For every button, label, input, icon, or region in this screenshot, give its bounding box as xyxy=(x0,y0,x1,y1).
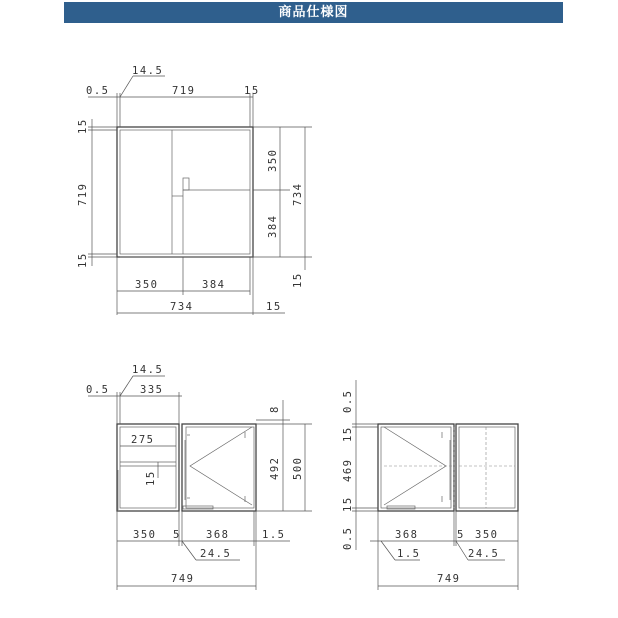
front-dim-15-inner: 15 xyxy=(145,470,157,486)
side-dim-15-bottom: 15 xyxy=(342,496,354,512)
front-dim-275: 275 xyxy=(131,434,155,446)
top-dim-719-left: 719 xyxy=(77,182,89,206)
top-dim-350-bottom: 350 xyxy=(135,279,159,291)
top-dim-15-bottom: 15 xyxy=(266,301,282,313)
front-dim-335: 335 xyxy=(140,384,164,396)
top-dim-0-5: 0.5 xyxy=(86,85,110,97)
side-dim-15-top: 15 xyxy=(342,426,354,442)
side-dim-0-5-bottom: 0.5 xyxy=(342,526,354,550)
top-dim-350-right: 350 xyxy=(267,148,279,172)
front-dim-368: 368 xyxy=(206,529,230,541)
top-dim-14-5: 14.5 xyxy=(132,65,164,77)
top-dim-15-left-top: 15 xyxy=(77,118,89,134)
side-dim-0-5-top: 0.5 xyxy=(342,389,354,413)
front-dim-492: 492 xyxy=(269,456,281,480)
front-view xyxy=(86,364,312,590)
top-dim-719: 719 xyxy=(172,85,196,97)
page-title: 商品仕様図 xyxy=(64,2,563,23)
top-dim-384-bottom: 384 xyxy=(202,279,226,291)
front-dim-24-5: 24.5 xyxy=(200,548,232,560)
side-dim-368: 368 xyxy=(395,529,419,541)
front-dim-0-5: 0.5 xyxy=(86,384,110,396)
top-view-outline xyxy=(117,127,253,257)
front-dim-8: 8 xyxy=(269,405,281,413)
front-dim-1-5: 1.5 xyxy=(262,529,286,541)
front-dim-5: 5 xyxy=(173,529,181,541)
side-dim-469: 469 xyxy=(342,458,354,482)
front-dim-500: 500 xyxy=(292,456,304,480)
side-dim-5: 5 xyxy=(457,529,465,541)
top-dim-15-right-bottom: 15 xyxy=(292,272,304,288)
side-view xyxy=(342,380,518,590)
side-left-section xyxy=(378,424,454,511)
side-dim-24-5: 24.5 xyxy=(468,548,500,560)
front-dim-749: 749 xyxy=(171,573,195,585)
top-view xyxy=(77,65,312,315)
top-dim-734-bottom: 734 xyxy=(170,301,194,313)
top-dim-734-right: 734 xyxy=(292,182,304,206)
top-dim-15-left-bottom: 15 xyxy=(77,252,89,268)
side-dim-749: 749 xyxy=(437,573,461,585)
side-dim-350: 350 xyxy=(475,529,499,541)
front-dim-14-5: 14.5 xyxy=(132,364,164,376)
side-dim-1-5: 1.5 xyxy=(397,548,421,560)
side-right-section xyxy=(456,424,518,511)
top-dim-384-right: 384 xyxy=(267,214,279,238)
front-dim-350: 350 xyxy=(133,529,157,541)
top-dim-15-right: 15 xyxy=(244,85,260,97)
